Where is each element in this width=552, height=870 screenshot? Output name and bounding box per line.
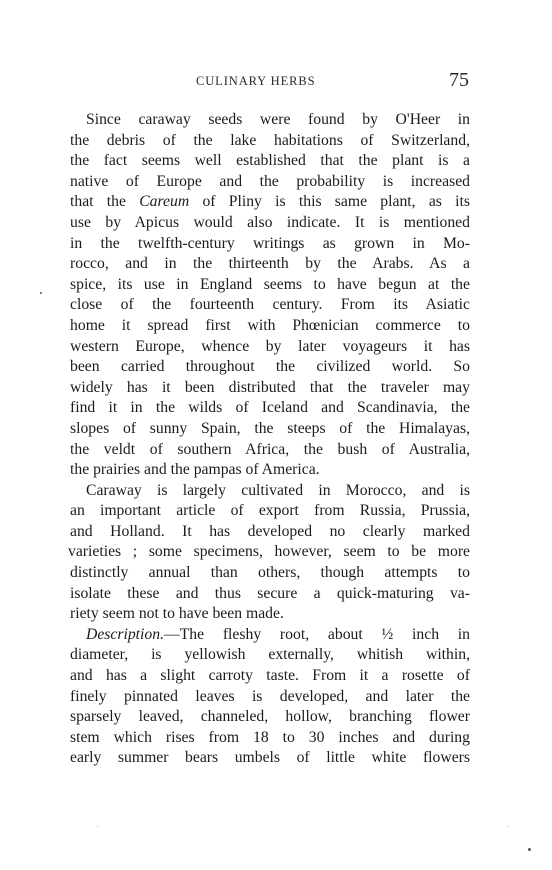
text-line: diameter, is yellowish externally, whitish within,	[70, 646, 470, 664]
text-line: widely has it been distributed that the traveler may	[70, 378, 470, 396]
text-line: in the twelfth-century writings as grown in Mo-	[70, 234, 470, 252]
ink-speck	[97, 826, 98, 827]
text-line: home it spread first with Phœnician commerce to	[70, 316, 470, 334]
text-line: Since caraway seeds were found by O'Heer in	[86, 111, 470, 128]
text-line: varieties ; some specimens, however, seem to be more	[68, 543, 470, 561]
text-line: the debris of the lake habitations of Switzerland,	[70, 131, 470, 149]
text-line: riety seem not to have been made.	[70, 605, 284, 623]
ink-speck	[528, 848, 531, 851]
running-head	[0, 69, 552, 96]
ink-speck	[40, 292, 42, 294]
text-line: slopes of sunny Spain, the steeps of the Himalayas,	[70, 419, 470, 437]
text-line: finely pinnated leaves is developed, and later the	[70, 687, 470, 705]
text-line: early summer bears umbels of little white flowers	[70, 749, 470, 767]
text-line: and Holland. It has developed no clearly marked	[70, 522, 470, 540]
text-line: Description.—The fleshy root, about ½ inch in	[86, 625, 470, 643]
italic-term: Careum	[139, 193, 190, 211]
text-line: sparsely leaved, channeled, hollow, branching flower	[70, 708, 470, 726]
text-line: western Europe, whence by later voyageurs it has	[70, 337, 470, 355]
text-line: an important article of export from Russia, Prussia,	[70, 502, 470, 520]
text-line: spice, its use in England seems to have begun at the	[70, 275, 470, 293]
text-line: find it in the wilds of Iceland and Scandinavia, the	[70, 399, 470, 417]
text-line: Caraway is largely cultivated in Morocco, and is	[86, 481, 470, 499]
text-line: that the Careum of Pliny is this same plant, as its	[70, 193, 470, 211]
text-line: rocco, and in the thirteenth by the Arabs. As a	[70, 255, 470, 273]
ink-speck	[507, 826, 508, 827]
text-line: isolate these and thus secure a quick-maturing va-	[70, 584, 470, 602]
text-line: distinctly annual than others, though attempts to	[70, 564, 470, 582]
text-line: stem which rises from 18 to 30 inches and during	[70, 728, 470, 746]
text-line: and has a slight carroty taste. From it a rosette of	[70, 667, 470, 685]
text-line: the veldt of southern Africa, the bush of Australia,	[70, 440, 470, 458]
text-line: the prairies and the pampas of America.	[70, 461, 320, 479]
running-title: CULINARY HERBS	[196, 74, 316, 88]
text-line: been carried throughout the civilized world. So	[70, 358, 470, 376]
text-line: the fact seems well established that the plant is a	[70, 152, 470, 170]
italic-term: Description.	[86, 625, 164, 643]
text-line: close of the fourteenth century. From its Asiatic	[70, 296, 470, 314]
text-line: native of Europe and the probability is increased	[70, 172, 470, 190]
text-line: use by Apicus would also indicate. It is mentioned	[70, 213, 470, 231]
body-text	[70, 110, 470, 769]
page-number: 75	[449, 69, 469, 91]
